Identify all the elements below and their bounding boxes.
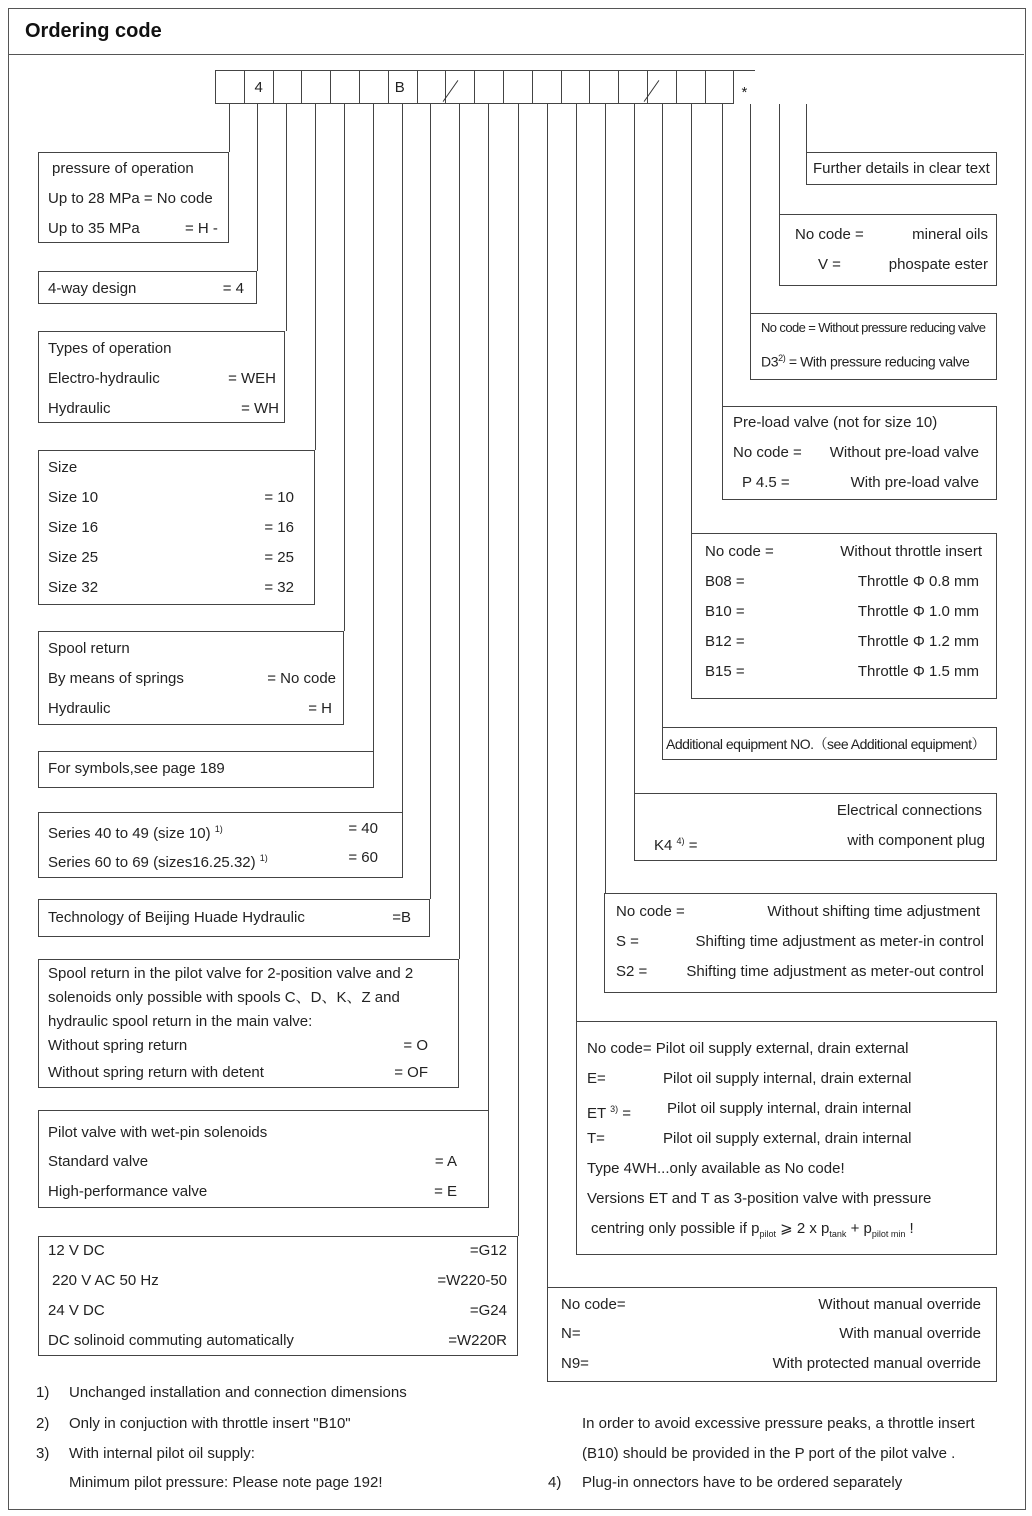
series-row-2: Series 60 to 69 (sizes16.25.32) $^{1)}$ bbox=[48, 853, 268, 871]
connector-line bbox=[257, 104, 258, 271]
pilot-oil-row-4-value: Pilot oil supply external, drain internal bbox=[663, 1130, 912, 1147]
size-row-label: Size 16 bbox=[48, 519, 99, 536]
seal-box bbox=[779, 214, 997, 286]
types-row-2-value: = WH bbox=[241, 400, 279, 417]
code-cell bbox=[474, 70, 504, 104]
pilot-valve-heading: Pilot valve with wet-pin solenoids bbox=[48, 1124, 268, 1141]
further-details-box bbox=[806, 152, 997, 185]
technology-label: Technology of Beijing Huade Hydraulic bbox=[48, 909, 305, 926]
voltage-row-value: =G24 bbox=[469, 1302, 507, 1319]
size-row-value: = 32 bbox=[264, 579, 294, 596]
preload-row-1-code: No code = bbox=[733, 444, 802, 461]
code-cell bbox=[273, 70, 303, 104]
throttle-row-value: Throttle Φ 0.8 mm bbox=[857, 573, 979, 590]
pilot-oil-row-1: No code= Pilot oil supply external, drain external bbox=[587, 1040, 909, 1057]
throttle-box bbox=[691, 533, 997, 699]
pilot-spool-box bbox=[38, 959, 459, 1088]
footnote-3: With internal pilot oil supply: bbox=[69, 1445, 255, 1462]
code-cell bbox=[359, 70, 389, 104]
footnote-4-number: 4) bbox=[548, 1474, 562, 1491]
way-box bbox=[38, 271, 257, 304]
pilot-spool-row-2-label: Without spring return with detent bbox=[48, 1064, 264, 1081]
further-label: Further details in clear text bbox=[813, 160, 990, 177]
throttle-row-code: No code = bbox=[705, 543, 774, 560]
code-cell bbox=[215, 70, 245, 104]
connector-line bbox=[779, 104, 780, 214]
pilot-oil-row-2-value: Pilot oil supply internal, drain external bbox=[663, 1070, 912, 1087]
electrical-code: K4 $^{4)}$ = bbox=[654, 836, 698, 854]
seal-row-2-value: phospate ester bbox=[888, 256, 988, 273]
connector-line bbox=[691, 104, 692, 533]
spool-heading: Spool return bbox=[48, 640, 130, 657]
voltage-row-label: 220 V AC 50 Hz bbox=[52, 1272, 159, 1289]
footnote-2-note-line-1: In order to avoid excessive pressure peaks, a throttle insert bbox=[582, 1415, 975, 1432]
pilot-oil-row-2-code: E= bbox=[587, 1070, 606, 1087]
size-row-label: Size 10 bbox=[48, 489, 99, 506]
code-cell bbox=[561, 70, 591, 104]
spool-return-box bbox=[38, 631, 344, 725]
voltage-row-value: =G12 bbox=[469, 1242, 507, 1259]
throttle-row-code: B08 = bbox=[705, 573, 745, 590]
size-box bbox=[38, 450, 315, 605]
spool-row-2-label: Hydraulic bbox=[48, 700, 111, 717]
pressure-reducing-row-1: No code = Without pressure reducing valve bbox=[761, 320, 986, 335]
voltage-row-label: 12 V DC bbox=[48, 1242, 105, 1259]
pilot-oil-row-7: centring only possible if $p_{pilot}$ ⩾ 2 x $p_{tank} + p_{pilot min}$ ! bbox=[591, 1220, 914, 1239]
connector-line bbox=[547, 104, 548, 1287]
manual-row-value: With manual override bbox=[839, 1325, 981, 1342]
manual-row-code: N= bbox=[561, 1325, 581, 1342]
types-heading: Types of operation bbox=[48, 340, 172, 357]
pressure-box bbox=[38, 152, 229, 243]
pilot-oil-row-3-value: Pilot oil supply internal, drain internal bbox=[667, 1100, 912, 1117]
code-cell: 4 bbox=[244, 70, 274, 104]
connector-line bbox=[722, 104, 723, 406]
size-row-value: = 16 bbox=[264, 519, 294, 536]
footnote-2: Only in conjuction with throttle insert "B10" bbox=[69, 1415, 351, 1432]
code-cell bbox=[676, 70, 706, 104]
shifting-box bbox=[604, 893, 997, 993]
code-cell bbox=[705, 70, 735, 104]
footnote-2-note-line-2: (B10) should be provided in the P port of the pilot valve . bbox=[582, 1445, 956, 1462]
page-title: Ordering code bbox=[25, 20, 162, 42]
technology-value: =B bbox=[392, 909, 411, 926]
footnote-3-number: 3) bbox=[36, 1445, 50, 1462]
preload-heading: Pre-load valve (not for size 10) bbox=[733, 414, 938, 431]
pressure-row-2-label: Up to 35 MPa bbox=[48, 220, 140, 237]
electrical-box bbox=[634, 793, 997, 861]
throttle-row-code: B12 = bbox=[705, 633, 745, 650]
manual-row-code: No code= bbox=[561, 1296, 626, 1313]
connector-line bbox=[634, 104, 635, 793]
pilot-oil-row-4-code: T= bbox=[587, 1130, 605, 1147]
code-cell bbox=[417, 70, 447, 104]
connector-line bbox=[459, 104, 460, 959]
voltage-box bbox=[38, 1236, 518, 1356]
pilot-valve-row-2-value: = E bbox=[434, 1183, 457, 1200]
throttle-row-value: Without throttle insert bbox=[840, 543, 982, 560]
manual-row-code: N9= bbox=[561, 1355, 589, 1372]
manual-row-value: With protected manual override bbox=[772, 1355, 981, 1372]
pressure-reducing-row-2: D3$^{2)}$ = With pressure reducing valve bbox=[761, 353, 970, 370]
pilot-spool-row-2-value: = OF bbox=[394, 1064, 428, 1081]
code-cell bbox=[618, 70, 648, 104]
symbols-box bbox=[38, 751, 374, 788]
code-cell: * bbox=[733, 70, 755, 104]
preload-box bbox=[722, 406, 997, 500]
connector-line bbox=[286, 104, 287, 331]
throttle-row-value: Throttle Φ 1.2 mm bbox=[857, 633, 979, 650]
shifting-row-value: Without shifting time adjustment bbox=[767, 903, 980, 920]
code-cell bbox=[589, 70, 619, 104]
throttle-row-code: B10 = bbox=[705, 603, 745, 620]
size-heading: Size bbox=[48, 459, 78, 476]
series-row-2-value: = 60 bbox=[348, 849, 378, 866]
voltage-row-value: =W220-50 bbox=[437, 1272, 507, 1289]
pilot-valve-row-2-label: High-performance valve bbox=[48, 1183, 208, 1200]
manual-row-value: Without manual override bbox=[818, 1296, 981, 1313]
electrical-value: with component plug bbox=[847, 832, 985, 849]
code-cell bbox=[330, 70, 360, 104]
series-box bbox=[38, 812, 403, 878]
pilot-spool-line-1: Spool return in the pilot valve for 2-position valve and 2 bbox=[48, 965, 414, 982]
shifting-row-value: Shifting time adjustment as meter-in control bbox=[695, 933, 984, 950]
connector-line bbox=[344, 104, 345, 631]
size-row-value: = 10 bbox=[264, 489, 294, 506]
footnote-1-number: 1) bbox=[36, 1384, 50, 1401]
preload-row-2-value: With pre-load valve bbox=[850, 474, 979, 491]
pressure-row-2-value: = H - bbox=[185, 220, 218, 237]
shifting-row-code: S2 = bbox=[616, 963, 648, 980]
voltage-row-value: =W220R bbox=[448, 1332, 507, 1349]
electrical-heading: Electrical connections bbox=[836, 802, 982, 819]
seal-row-1-value: mineral oils bbox=[912, 226, 988, 243]
code-cell bbox=[532, 70, 562, 104]
title-bar bbox=[8, 8, 1024, 55]
size-row-label: Size 25 bbox=[48, 549, 99, 566]
footnote-1: Unchanged installation and connection dimensions bbox=[69, 1384, 407, 1401]
connector-line bbox=[402, 104, 403, 812]
voltage-row-label: DC solinoid commuting automatically bbox=[48, 1332, 294, 1349]
throttle-row-code: B15 = bbox=[705, 663, 745, 680]
code-cell bbox=[647, 70, 677, 104]
connector-line bbox=[806, 104, 807, 152]
footnote-3-continued: Minimum pilot pressure: Please note page 192! bbox=[69, 1474, 383, 1491]
types-row-1-label: Electro-hydraulic bbox=[48, 370, 160, 387]
connector-line bbox=[373, 104, 374, 751]
connector-line bbox=[488, 104, 489, 1110]
connector-line bbox=[750, 104, 751, 313]
connector-line bbox=[315, 104, 316, 450]
spool-row-1-label: By means of springs bbox=[48, 670, 184, 687]
pilot-oil-box bbox=[576, 1021, 997, 1255]
pressure-row-1: Up to 28 MPa = No code bbox=[48, 190, 213, 207]
connector-line bbox=[430, 104, 431, 899]
series-row-1: Series 40 to 49 (size 10) $^{1)}$ bbox=[48, 824, 223, 842]
pilot-oil-row-5: Type 4WH...only available as No code! bbox=[587, 1160, 845, 1177]
pilot-valve-row-1-value: = A bbox=[434, 1153, 457, 1170]
preload-row-1-value: Without pre-load valve bbox=[829, 444, 979, 461]
symbols-label: For symbols,see page 189 bbox=[48, 760, 225, 777]
series-row-1-value: = 40 bbox=[348, 820, 378, 837]
pilot-spool-row-1-label: Without spring return bbox=[48, 1037, 188, 1054]
preload-row-2-code: P 4.5 = bbox=[742, 474, 790, 491]
connector-line bbox=[576, 104, 577, 1021]
code-cell: B bbox=[388, 70, 418, 104]
additional-equipment-box bbox=[662, 727, 997, 760]
throttle-row-value: Throttle Φ 1.0 mm bbox=[857, 603, 979, 620]
way-value: = 4 bbox=[222, 280, 244, 297]
connector-line bbox=[229, 104, 230, 152]
pilot-spool-line-2: solenoids only possible with spools C、D、K、Z and bbox=[48, 989, 400, 1006]
throttle-row-value: Throttle Φ 1.5 mm bbox=[857, 663, 979, 680]
shifting-row-code: No code = bbox=[616, 903, 685, 920]
seal-row-1-code: No code = bbox=[795, 226, 864, 243]
code-cell bbox=[301, 70, 331, 104]
technology-box bbox=[38, 899, 430, 937]
types-box bbox=[38, 331, 285, 423]
size-row-value: = 25 bbox=[264, 549, 294, 566]
spool-row-2-value: = H bbox=[308, 700, 332, 717]
code-cell bbox=[445, 70, 475, 104]
footnote-2-number: 2) bbox=[36, 1415, 50, 1432]
pilot-valve-box bbox=[38, 1110, 489, 1208]
shifting-row-code: S = bbox=[616, 933, 639, 950]
connector-line bbox=[518, 104, 519, 1236]
manual-override-box bbox=[547, 1287, 997, 1382]
types-row-1-value: = WEH bbox=[228, 370, 276, 387]
shifting-row-value: Shifting time adjustment as meter-out control bbox=[686, 963, 984, 980]
additional-label: Additional equipment NO.（see Additional equipment） bbox=[666, 736, 985, 752]
pilot-valve-row-1-label: Standard valve bbox=[48, 1153, 149, 1170]
pilot-oil-row-6: Versions ET and T as 3-position valve with pressure bbox=[587, 1190, 932, 1207]
pilot-oil-row-3-code: ET $^{3)}$ = bbox=[587, 1104, 632, 1122]
pilot-spool-row-1-value: = O bbox=[403, 1037, 428, 1054]
connector-line bbox=[662, 104, 663, 727]
pilot-spool-line-3: hydraulic spool return in the main valve: bbox=[48, 1013, 313, 1030]
pressure-heading: pressure of operation bbox=[52, 160, 194, 177]
voltage-row-label: 24 V DC bbox=[48, 1302, 105, 1319]
seal-row-2-code: V = bbox=[818, 256, 841, 273]
spool-row-1-value: = No code bbox=[267, 670, 336, 687]
pressure-reducing-box bbox=[750, 313, 997, 380]
connector-line bbox=[605, 104, 606, 893]
way-label: 4-way design bbox=[48, 280, 137, 297]
footnote-4: Plug-in onnectors have to be ordered separately bbox=[582, 1474, 903, 1491]
size-row-label: Size 32 bbox=[48, 579, 99, 596]
types-row-2-label: Hydraulic bbox=[48, 400, 111, 417]
code-cell bbox=[503, 70, 533, 104]
